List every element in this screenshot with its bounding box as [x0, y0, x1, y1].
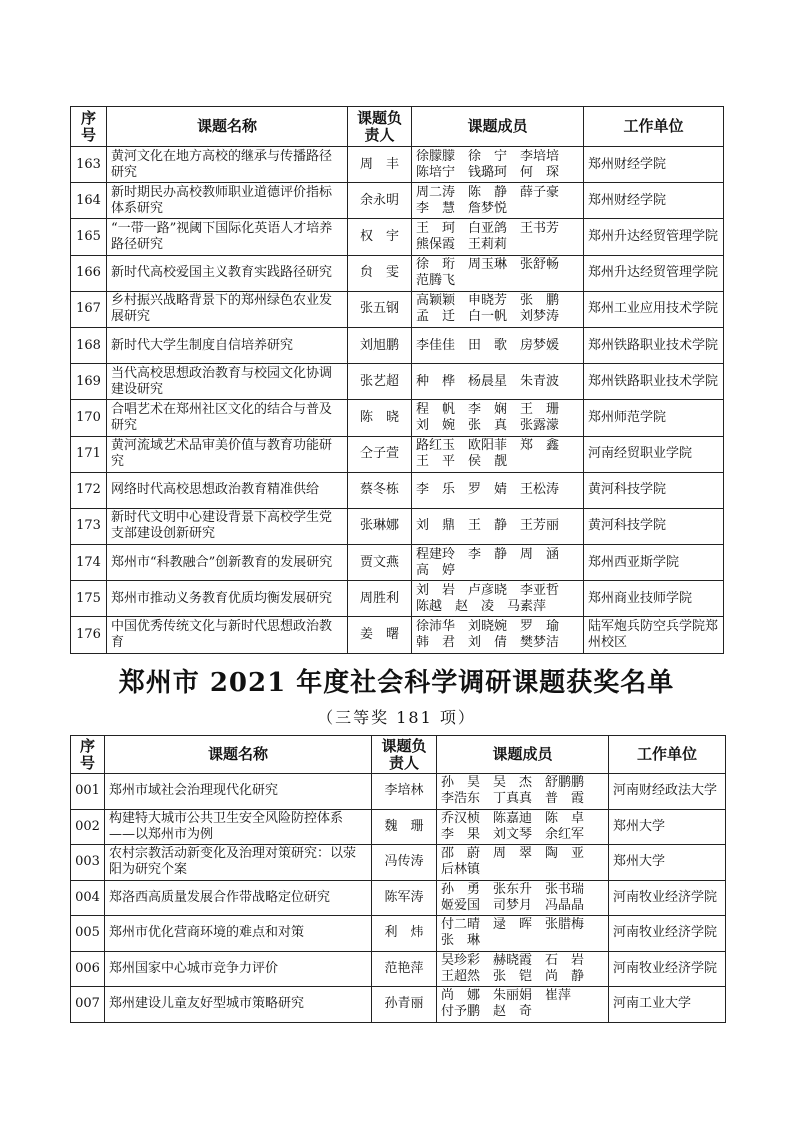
row-manager: 周 丰 — [348, 147, 412, 183]
row-manager: 陈 晓 — [348, 400, 412, 436]
row-title: 新时代文明中心建设背景下高校学生党支部建设创新研究 — [107, 508, 348, 544]
member-line: 刘 岩 卢彦晓 李亚哲 — [416, 582, 560, 598]
table-row — [71, 183, 724, 219]
member-line: 吴珍彩 赫晓霞 石 岩 — [441, 952, 585, 968]
table-row — [71, 809, 726, 845]
header-manager: 课题负责人 — [348, 107, 412, 147]
row-index: 167 — [71, 291, 107, 327]
row-title: 中国优秀传统文化与新时代思想政治教育 — [107, 617, 348, 653]
row-title: 郑州市域社会治理现代化研究 — [105, 774, 372, 810]
member-line: 周二涛 陈 静 薛子豪 — [416, 184, 560, 200]
row-unit: 陆军炮兵防空兵学院郑州校区 — [584, 617, 724, 653]
row-members — [412, 508, 584, 544]
row-unit: 河南牧业经济学院 — [609, 916, 726, 952]
row-index: 004 — [71, 880, 105, 916]
member-line: 王 平 侯 靓 — [416, 454, 508, 470]
header-members: 课题成员 — [412, 107, 584, 147]
table-row — [71, 581, 724, 617]
table-row — [71, 617, 724, 653]
member-line: 姬爱国 司梦月 冯晶晶 — [441, 897, 585, 913]
row-manager: 利 炜 — [372, 916, 437, 952]
row-title: 当代高校思想政治教育与校园文化协调建设研究 — [107, 364, 348, 400]
row-members — [437, 809, 609, 845]
row-unit: 河南财经政法大学 — [609, 774, 726, 810]
row-members — [412, 147, 584, 183]
member-line: 程 帆 李 娴 王 珊 — [416, 401, 560, 417]
member-line: 付予鹏 赵 奇 — [441, 1004, 533, 1020]
member-line: 程建玲 李 静 周 涵 — [416, 546, 560, 562]
header-members: 课题成员 — [437, 736, 609, 774]
table-row — [71, 845, 726, 881]
member-line: 李 慧 詹梦悦 — [416, 200, 508, 216]
row-manager: 范艳萍 — [372, 951, 437, 987]
member-line: 种 桦 杨晨星 朱青波 — [416, 373, 560, 389]
row-index: 169 — [71, 364, 107, 400]
row-unit: 郑州升达经贸管理学院 — [584, 255, 724, 291]
row-manager: 仝子萱 — [348, 436, 412, 472]
table-row — [71, 916, 726, 952]
member-line: 李 乐 罗 婧 王松涛 — [416, 482, 560, 498]
member-line: 刘 鼎 王 静 王芳丽 — [416, 518, 560, 534]
row-members — [412, 255, 584, 291]
header-title: 课题名称 — [105, 736, 372, 774]
table-row — [71, 545, 724, 581]
document-heading: 郑州市 2021 年度社会科学调研课题获奖名单 — [118, 668, 675, 698]
header-index: 序号 — [71, 736, 105, 774]
member-line: 徐 珩 周玉琳 张舒畅 — [416, 257, 560, 273]
row-unit: 河南工业大学 — [609, 987, 726, 1023]
row-members — [412, 400, 584, 436]
header-title: 课题名称 — [107, 107, 348, 147]
member-line: 路红玉 欧阳菲 郑 鑫 — [416, 438, 560, 454]
table-row — [71, 508, 724, 544]
row-members — [412, 617, 584, 653]
award-table-part2 — [70, 735, 726, 1023]
row-manager: 贠 雯 — [348, 255, 412, 291]
member-line: 张 琳 — [441, 933, 481, 949]
row-index: 007 — [71, 987, 105, 1023]
table-row — [71, 951, 726, 987]
row-title: 新时代高校爱国主义教育实践路径研究 — [107, 255, 348, 291]
row-index: 174 — [71, 545, 107, 581]
row-title: 黄河流域艺术品审美价值与教育功能研究 — [107, 436, 348, 472]
row-title: 黄河文化在地方高校的继承与传播路径研究 — [107, 147, 348, 183]
row-manager: 陈军涛 — [372, 880, 437, 916]
member-line: 李佳佳 田 歌 房梦媛 — [416, 337, 560, 353]
row-members — [437, 880, 609, 916]
table-row — [71, 880, 726, 916]
row-index: 166 — [71, 255, 107, 291]
row-index: 170 — [71, 400, 107, 436]
row-manager: 姜 曙 — [348, 617, 412, 653]
row-unit: 郑州大学 — [609, 845, 726, 881]
row-index: 163 — [71, 147, 107, 183]
row-manager: 魏 珊 — [372, 809, 437, 845]
table-row — [71, 327, 724, 363]
row-members — [437, 845, 609, 881]
table-row — [71, 219, 724, 255]
member-line: 孙 昊 吴 杰 舒鹏鹏 — [441, 775, 585, 791]
row-title: 构建特大城市公共卫生安全风险防控体系——以郑州市为例 — [105, 809, 372, 845]
row-members — [412, 545, 584, 581]
member-line: 尚 娜 朱丽娟 崔萍 — [441, 988, 572, 1004]
member-line: 陈培宁 钱璐珂 何 琛 — [416, 164, 560, 180]
member-line: 刘 婉 张 真 张露濛 — [416, 417, 560, 433]
header-manager: 课题负责人 — [372, 736, 437, 774]
row-index: 176 — [71, 617, 107, 653]
member-line: 王超然 张 铠 尚 静 — [441, 968, 585, 984]
member-line: 孙 勇 张东升 张书瑞 — [441, 881, 585, 897]
header-index: 序号 — [71, 107, 107, 147]
table-row — [71, 436, 724, 472]
table-row — [71, 472, 724, 508]
table-row — [71, 364, 724, 400]
row-title: 郑州建设儿童友好型城市策略研究 — [105, 987, 372, 1023]
table-row — [71, 291, 724, 327]
row-members — [412, 436, 584, 472]
row-index: 006 — [71, 951, 105, 987]
member-line: 付二晴 逯 晖 张腊梅 — [441, 917, 585, 933]
row-index: 002 — [71, 809, 105, 845]
award-table-part1 — [70, 106, 724, 654]
row-unit: 河南牧业经济学院 — [609, 880, 726, 916]
row-title: 郑州市推动义务教育优质均衡发展研究 — [107, 581, 348, 617]
row-index: 003 — [71, 845, 105, 881]
row-unit: 郑州师范学院 — [584, 400, 724, 436]
row-manager: 李培林 — [372, 774, 437, 810]
member-line: 后林镇 — [441, 862, 481, 878]
row-members — [437, 916, 609, 952]
row-manager: 刘旭鹏 — [348, 327, 412, 363]
member-line: 陈越 赵 凌 马素萍 — [416, 598, 547, 614]
row-unit: 郑州铁路职业技术学院 — [584, 327, 724, 363]
row-title: “一带一路”视阈下国际化英语人才培养路径研究 — [107, 219, 348, 255]
table-row — [71, 147, 724, 183]
row-members — [437, 987, 609, 1023]
row-manager: 蔡冬栋 — [348, 472, 412, 508]
member-line: 乔汉桢 陈嘉迪 陈 卓 — [441, 810, 585, 826]
row-unit: 河南牧业经济学院 — [609, 951, 726, 987]
header-unit: 工作单位 — [609, 736, 726, 774]
row-members — [437, 951, 609, 987]
row-index: 005 — [71, 916, 105, 952]
document-subheading: （三等奖 181 项） — [317, 708, 476, 727]
row-unit: 郑州商业技师学院 — [584, 581, 724, 617]
row-manager: 张五钢 — [348, 291, 412, 327]
row-manager: 孙青丽 — [372, 987, 437, 1023]
table-header-row — [71, 736, 726, 774]
row-manager: 张琳娜 — [348, 508, 412, 544]
row-members — [412, 183, 584, 219]
row-unit: 黄河科技学院 — [584, 472, 724, 508]
row-title: 新时代大学生制度自信培养研究 — [107, 327, 348, 363]
member-line: 邵 蔚 周 翠 陶 亚 — [441, 846, 585, 862]
row-index: 168 — [71, 327, 107, 363]
row-unit: 郑州西亚斯学院 — [584, 545, 724, 581]
row-title: 新时期民办高校教师职业道德评价指标体系研究 — [107, 183, 348, 219]
member-line: 孟 迁 白一帆 刘梦涛 — [416, 309, 560, 325]
row-title: 郑洛西高质量发展合作带战略定位研究 — [105, 880, 372, 916]
row-unit: 郑州升达经贸管理学院 — [584, 219, 724, 255]
member-line: 范腾飞 — [416, 273, 456, 289]
member-line: 韩 君 刘 倩 樊梦洁 — [416, 635, 560, 651]
row-members — [412, 219, 584, 255]
member-line: 熊保霞 王莉莉 — [416, 236, 508, 252]
row-manager: 周胜利 — [348, 581, 412, 617]
header-unit: 工作单位 — [584, 107, 724, 147]
row-index: 001 — [71, 774, 105, 810]
row-index: 171 — [71, 436, 107, 472]
row-unit: 郑州工业应用技术学院 — [584, 291, 724, 327]
row-members — [412, 472, 584, 508]
row-manager: 张艺超 — [348, 364, 412, 400]
table-row — [71, 987, 726, 1023]
row-title: 合唱艺术在郑州社区文化的结合与普及研究 — [107, 400, 348, 436]
row-members — [412, 364, 584, 400]
row-title: 郑州市优化营商环境的难点和对策 — [105, 916, 372, 952]
row-title: 郑州市“科教融合”创新教育的发展研究 — [107, 545, 348, 581]
row-index: 172 — [71, 472, 107, 508]
row-manager: 冯传涛 — [372, 845, 437, 881]
row-members — [412, 581, 584, 617]
row-unit: 郑州财经学院 — [584, 183, 724, 219]
row-members — [412, 291, 584, 327]
table-row — [71, 255, 724, 291]
row-title: 乡村振兴战略背景下的郑州绿色农业发展研究 — [107, 291, 348, 327]
row-manager: 贾文燕 — [348, 545, 412, 581]
member-line: 王 珂 白亚鸽 王书芳 — [416, 220, 560, 236]
row-unit: 郑州铁路职业技术学院 — [584, 364, 724, 400]
table-row — [71, 400, 724, 436]
row-manager: 余永明 — [348, 183, 412, 219]
member-line: 徐沛华 刘晓婉 罗 瑜 — [416, 619, 560, 635]
row-title: 农村宗教活动新变化及治理对策研究：以荥阳为研究个案 — [105, 845, 372, 881]
row-unit: 郑州财经学院 — [584, 147, 724, 183]
row-unit: 郑州大学 — [609, 809, 726, 845]
member-line: 李浩东 丁真真 普 霞 — [441, 791, 585, 807]
row-index: 164 — [71, 183, 107, 219]
row-members — [437, 774, 609, 810]
member-line: 高颖颖 申晓芳 张 鹏 — [416, 293, 560, 309]
row-index: 173 — [71, 508, 107, 544]
row-index: 175 — [71, 581, 107, 617]
table-row — [71, 774, 726, 810]
row-title: 网络时代高校思想政治教育精准供给 — [107, 472, 348, 508]
row-members — [412, 327, 584, 363]
row-unit: 河南经贸职业学院 — [584, 436, 724, 472]
member-line: 徐朦朦 徐 宁 李培培 — [416, 148, 560, 164]
member-line: 高 婷 — [416, 562, 456, 578]
table-header-row — [71, 107, 724, 147]
row-title: 郑州国家中心城市竞争力评价 — [105, 951, 372, 987]
row-manager: 权 宇 — [348, 219, 412, 255]
row-unit: 黄河科技学院 — [584, 508, 724, 544]
row-index: 165 — [71, 219, 107, 255]
member-line: 李 果 刘文琴 余红军 — [441, 826, 585, 842]
